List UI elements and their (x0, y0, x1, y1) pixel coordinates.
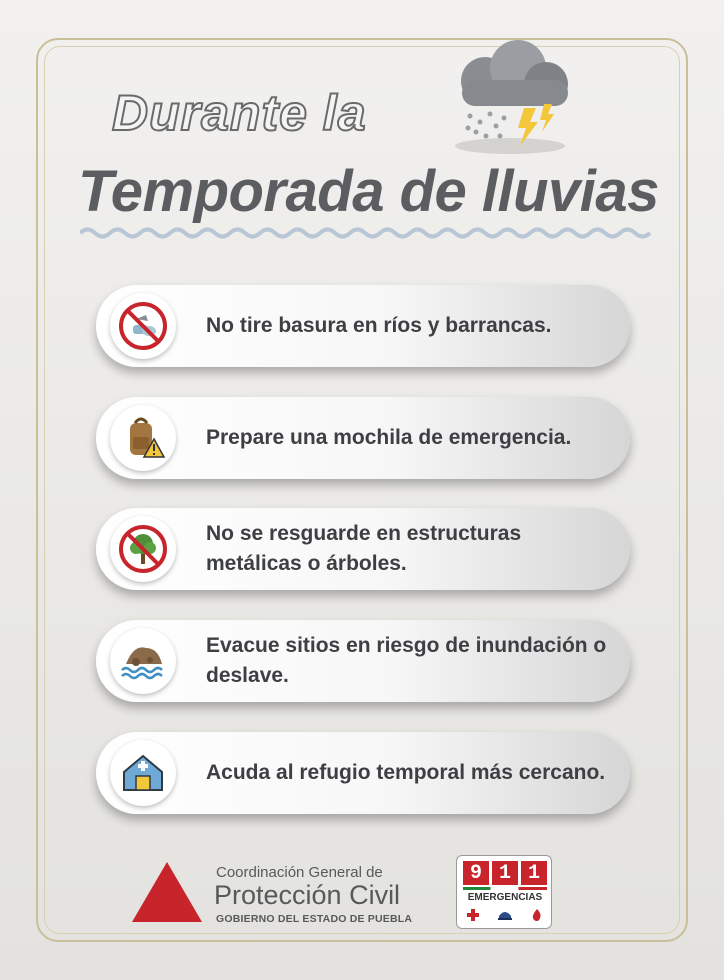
backpack-warning-icon (110, 405, 176, 471)
emergency-label: EMERGENCIAS (467, 892, 543, 903)
wave-divider (80, 224, 660, 242)
proteccion-civil-logo (130, 860, 204, 924)
tip-text: Evacue sitios en riesgo de inundación o deslave. (206, 634, 607, 687)
title-line-2: Temporada de lluvias (78, 159, 659, 224)
tip-card (96, 508, 630, 590)
police-cap-icon (497, 908, 513, 922)
tip-card (96, 620, 630, 702)
red-cross-icon (465, 908, 481, 922)
digit: 9 (463, 861, 489, 885)
no-trash-icon (110, 293, 176, 359)
org-line-1: Coordinación General de (216, 864, 383, 881)
org-line-3: GOBIERNO DEL ESTADO DE PUEBLA (216, 913, 413, 925)
tip-text: Acuda al refugio temporal más cercano. (206, 761, 606, 784)
tip-text: Prepare una mochila de emergencia. (206, 426, 572, 449)
digit: 1 (521, 861, 547, 885)
digit: 1 (492, 861, 518, 885)
tip-text: No tire basura en ríos y barrancas. (206, 314, 552, 337)
no-tree-icon (110, 516, 176, 582)
shelter-icon (110, 740, 176, 806)
fire-icon (529, 908, 545, 922)
tip-card (96, 732, 630, 814)
org-line-2: Protección Civil (214, 880, 401, 910)
storm-cloud-icon (440, 36, 580, 166)
title-line-1: Durante la (112, 85, 367, 141)
flag-stripe (463, 887, 547, 890)
landslide-flood-icon (110, 628, 176, 694)
tip-text: No se resguarde en estructuras metálicas o árboles. (206, 522, 522, 575)
tip-card (96, 397, 630, 479)
emergency-911-logo (456, 855, 552, 929)
tip-card (96, 285, 630, 367)
